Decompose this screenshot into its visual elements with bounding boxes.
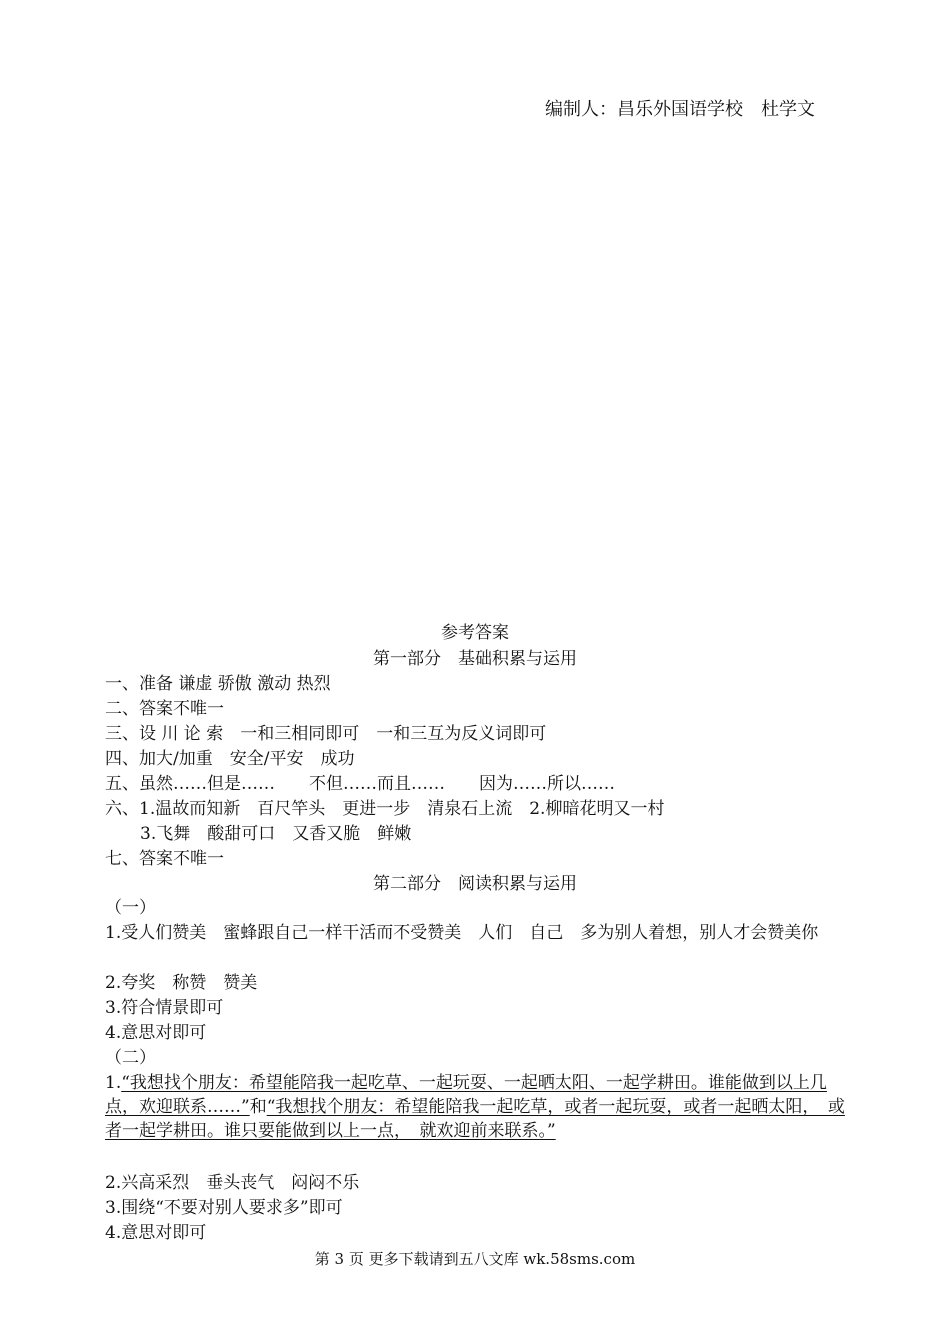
answer-item-7: 七、答案不唯一 (105, 849, 224, 869)
answer-item-4: 四、加大/加重 安全/平安 成功 (105, 749, 355, 769)
quote-friend-all-conditions: “我想找个朋友：希望能陪我一起吃草、一起玩耍、一起晒太阳、一起学耕田。谁能做到以上几点，欢迎联系……” (105, 1073, 827, 1117)
section2-label: （二） (105, 1048, 156, 1068)
part2-title: 第二部分 阅读积累与运用 (373, 874, 577, 894)
section1-q3: 3.符合情景即可 (105, 998, 224, 1018)
answer-item-1: 一、准备 谦虚 骄傲 激动 热烈 (105, 674, 331, 694)
answers-title: 参考答案 (441, 623, 509, 643)
answer-item-3: 三、设 川 论 索 一和三相同即可 一和三互为反义词即可 (105, 724, 547, 744)
section2-q1-number: 1. (105, 1073, 122, 1093)
answer-item-6-cont: 3.飞舞 酸甜可口 又香又脆 鲜嫩 (140, 824, 412, 844)
editor-credit: 编制人：昌乐外国语学校 杜学文 (545, 99, 815, 120)
conjunction-and: 和 (249, 1097, 267, 1117)
page-footer: 第 3 页 更多下载请到五八文库 wk.58sms.com (314, 1250, 636, 1268)
section2-q3: 3.围绕“不要对别人要求多”即可 (105, 1198, 343, 1218)
section1-q2: 2.夸奖 称赞 赞美 (105, 973, 258, 993)
section1-label: （一） (105, 898, 156, 918)
answer-item-5: 五、虽然……但是…… 不但……而且…… 因为……所以…… (105, 774, 615, 794)
part1-title: 第一部分 基础积累与运用 (373, 649, 577, 669)
answer-item-2: 二、答案不唯一 (105, 699, 224, 719)
section2-q4: 4.意思对即可 (105, 1223, 207, 1243)
quote-friend-any-condition: “我想找个朋友：希望能陪我一起吃草，或者一起玩耍，或者一起晒太阳， 或者一起学耕田。谁只要能做到以上一点， 就欢迎前来联系。” (105, 1097, 845, 1141)
section2-q1 (105, 1071, 850, 1143)
answer-item-6: 六、1.温故而知新 百尺竿头 更进一步 清泉石上流 2.柳暗花明又一村 (105, 799, 665, 819)
section1-q4: 4.意思对即可 (105, 1023, 207, 1043)
section2-q2: 2.兴高采烈 垂头丧气 闷闷不乐 (105, 1173, 360, 1193)
section1-q1: 1.受人们赞美 蜜蜂跟自己一样干活而不受赞美 人们 自己 多为别人着想，别人才会赞美你 (105, 923, 819, 943)
